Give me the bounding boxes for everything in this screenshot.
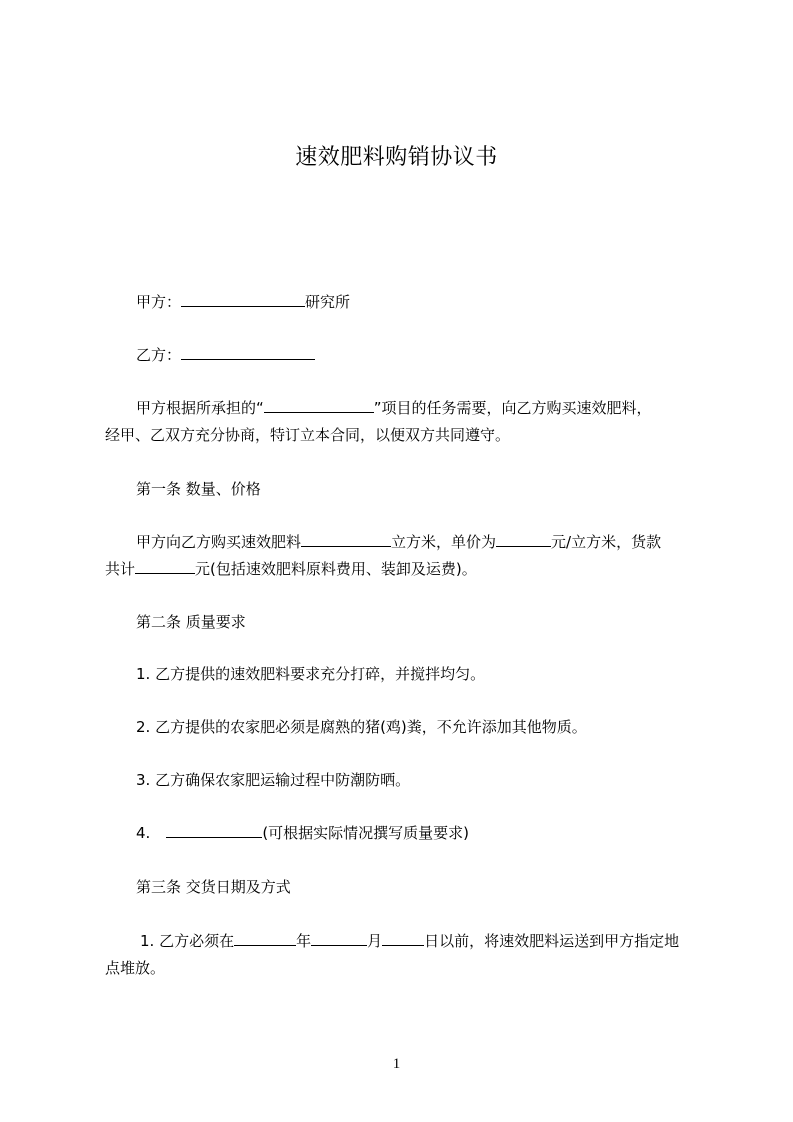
- article3-month: 月: [367, 932, 383, 950]
- article3-heading: 第三条 交货日期及方式: [136, 878, 291, 896]
- project-name-blank: [264, 398, 374, 413]
- article3-item1-a: 1. 乙方必须在: [140, 932, 235, 950]
- article2-heading: 第二条 质量要求: [136, 613, 246, 631]
- article3-year: 年: [296, 932, 312, 950]
- article2-item-3: 3. 乙方确保农家肥运输过程中防潮防晒。: [136, 771, 411, 789]
- quality-requirement-blank: [166, 823, 262, 838]
- party-b-blank: [181, 345, 315, 360]
- unit-price-blank: [496, 532, 551, 547]
- article1-p2-a: 共计: [105, 560, 136, 578]
- article2-item4-text: (可根据实际情况撰写质量要求): [262, 824, 470, 842]
- article2-item-1: 1. 乙方提供的速效肥料要求充分打碎，并搅拌均匀。: [136, 665, 486, 683]
- preamble-part2: ”项目的任务需要，向乙方购买速效肥料，: [373, 399, 652, 417]
- article2-item-2: 2. 乙方提供的农家肥必须是腐熟的猪(鸡)粪，不允许添加其他物质。: [136, 718, 587, 736]
- article3-item-1-line-1: [140, 931, 679, 951]
- delivery-month-blank: [311, 931, 367, 946]
- preamble-part1: 甲方根据所承担的“: [136, 399, 264, 417]
- page-number: 1: [392, 1056, 401, 1072]
- article1-p2-b: 元(包括速效肥料原料费用、装卸及运费)。: [195, 560, 477, 578]
- article3-item-1-line-2: 点堆放。: [105, 959, 166, 977]
- article1-heading: 第一条 数量、价格: [136, 480, 261, 498]
- article1-p1-b: 立方米，单价为: [391, 533, 497, 551]
- delivery-year-blank: [234, 931, 296, 946]
- article1-para-line-2: [105, 559, 477, 579]
- quantity-blank: [301, 532, 391, 547]
- preamble-line-2: 经甲、乙双方充分协商，特订立本合同，以便双方共同遵守。: [105, 426, 511, 444]
- article2-item4-num: 4.: [136, 824, 151, 842]
- preamble-line-1: [136, 398, 652, 418]
- article3-day: 日以前，将速效肥料运送到甲方指定地: [424, 932, 680, 950]
- article1-p1-c: 元/立方米，货款: [551, 533, 662, 551]
- party-a-blank: [181, 292, 305, 307]
- delivery-day-blank: [382, 931, 424, 946]
- party-a-line: [136, 292, 350, 312]
- article1-para-line-1: [136, 532, 661, 552]
- document-title: 速效肥料购销协议书: [295, 145, 498, 170]
- article1-p1-a: 甲方向乙方购买速效肥料: [136, 533, 302, 551]
- party-a-label: 甲方：: [136, 293, 182, 311]
- party-a-suffix: 研究所: [305, 293, 351, 311]
- party-b-label: 乙方：: [136, 346, 182, 364]
- total-payment-blank: [135, 559, 195, 574]
- party-b-line: [136, 345, 315, 365]
- article2-item-4: [136, 823, 469, 843]
